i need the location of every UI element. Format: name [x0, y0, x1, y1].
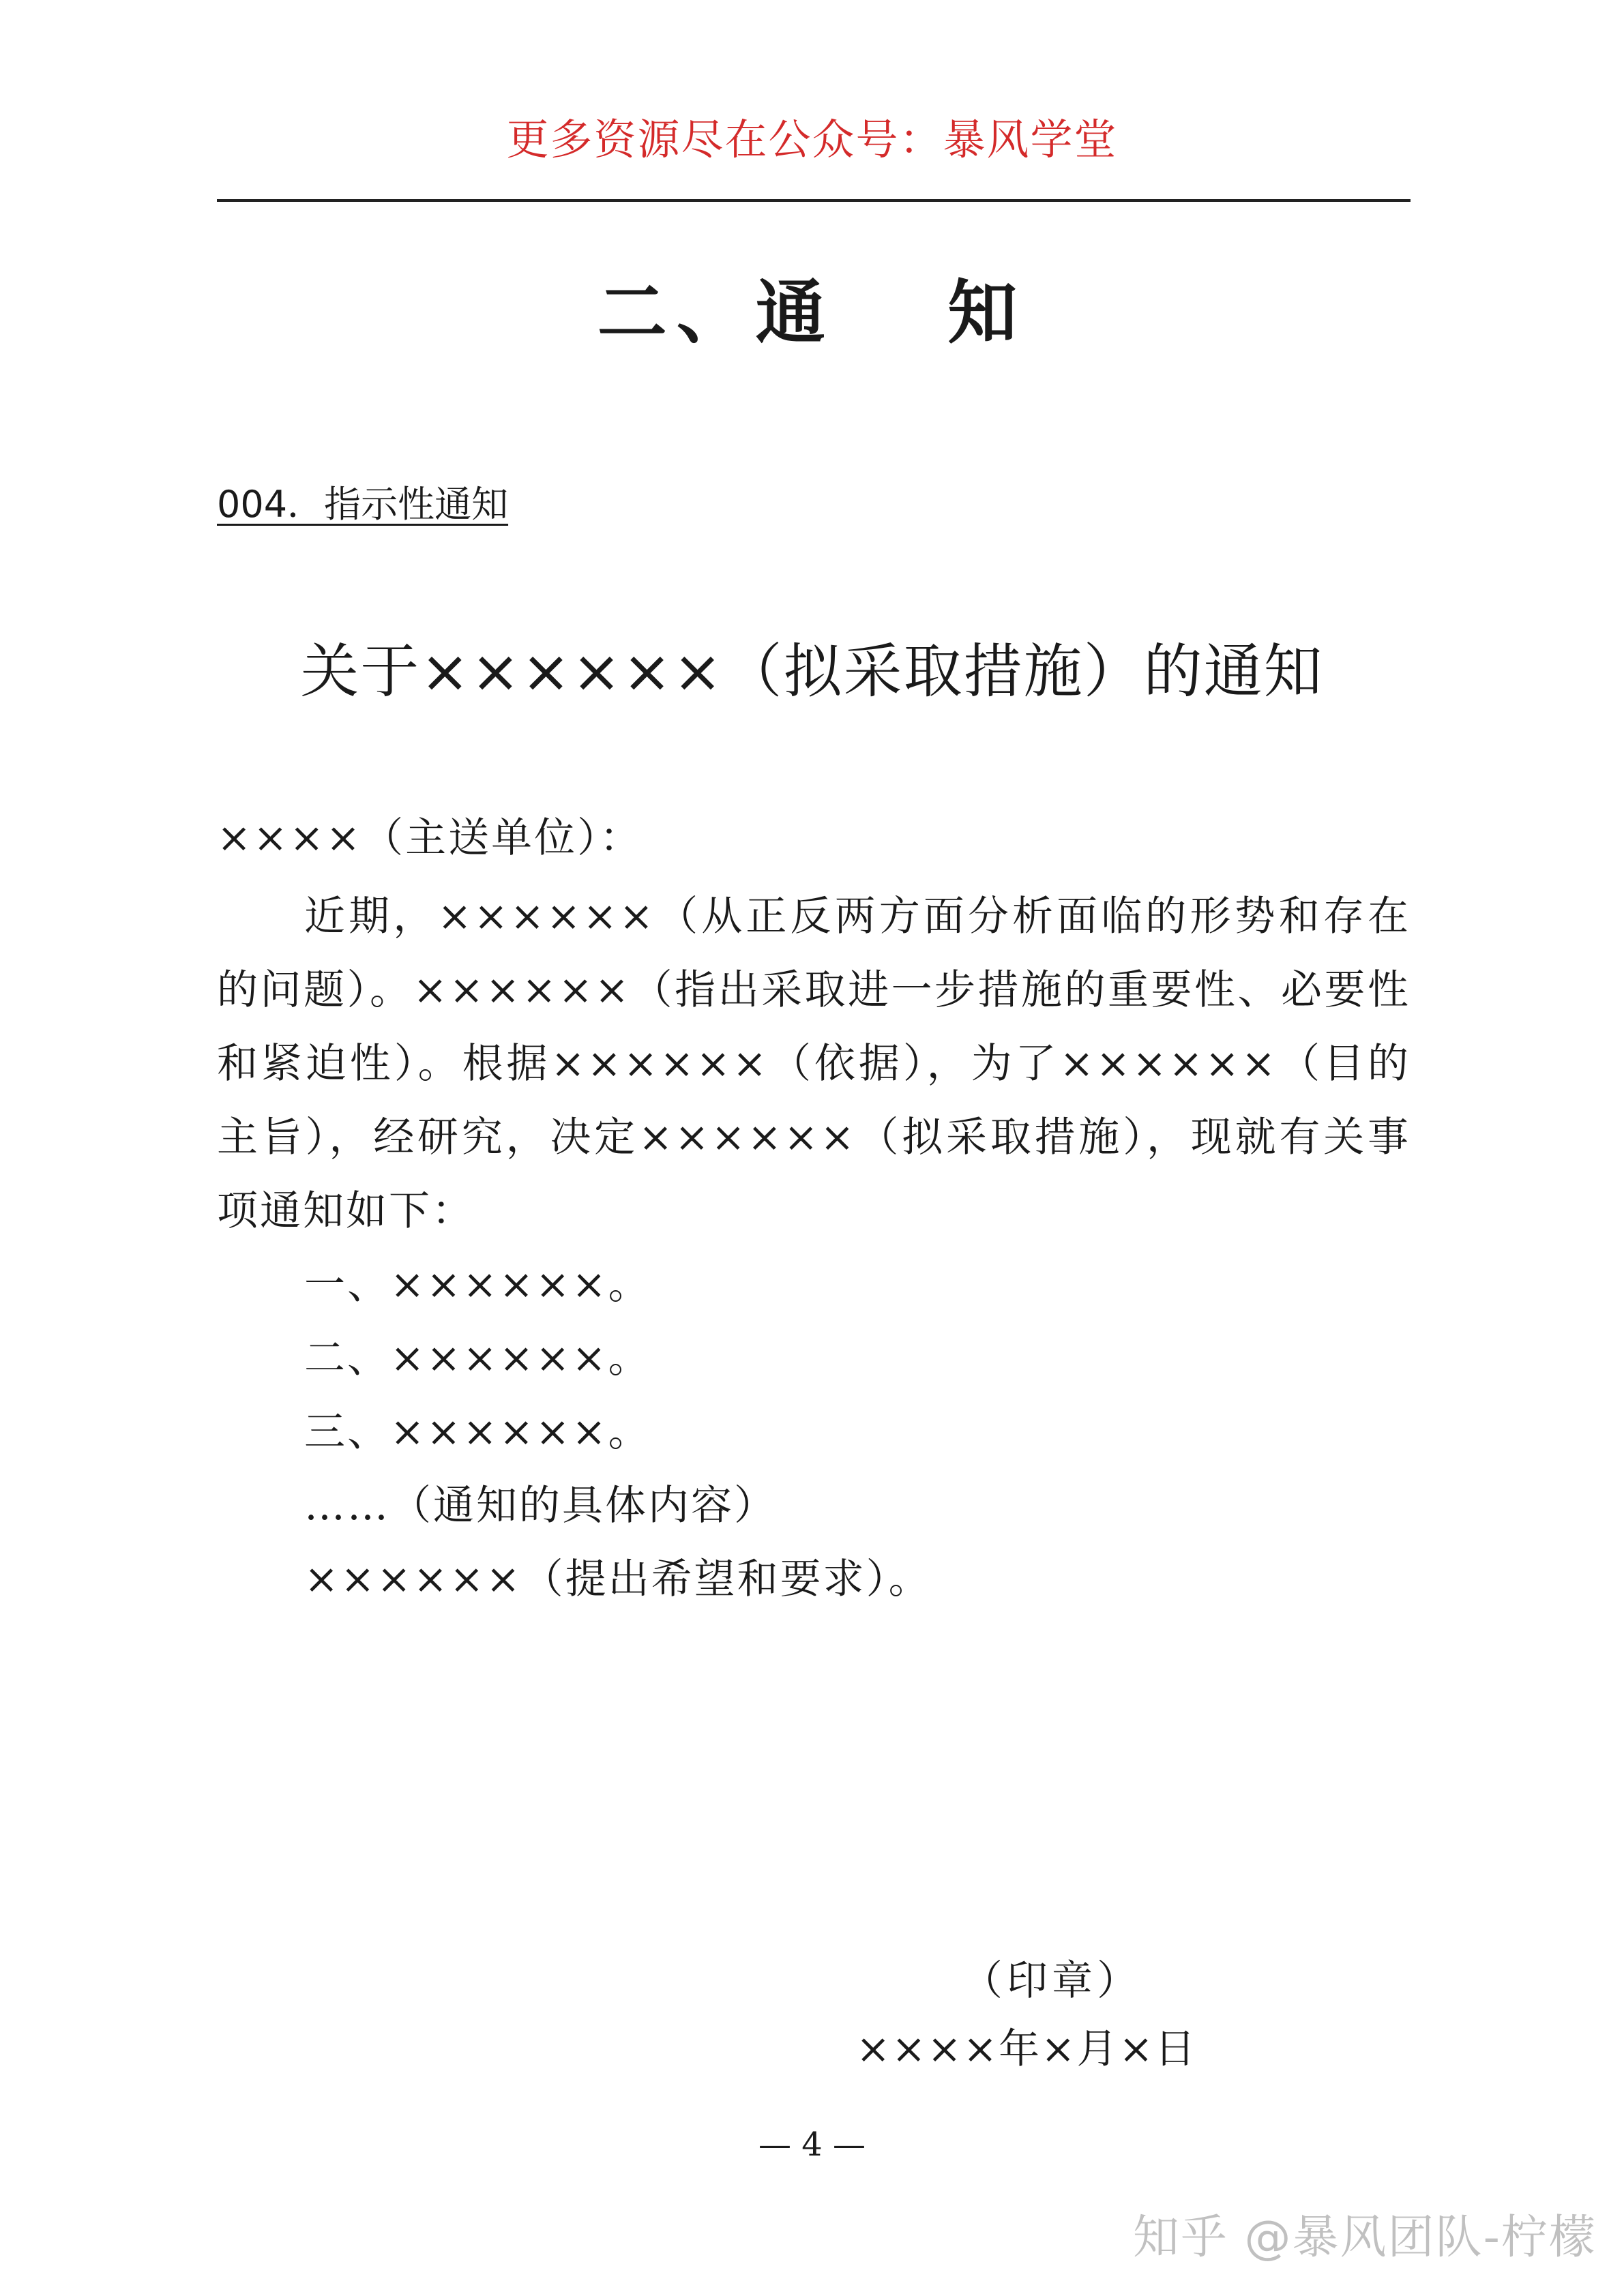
- list-item: 一、××××××。: [304, 1261, 651, 1309]
- list-item: 三、××××××。: [304, 1408, 651, 1456]
- seal-placeholder: （印章）: [962, 1957, 1142, 2005]
- list-item: 二、××××××。: [304, 1335, 651, 1382]
- addressee: ××××（主送单位）：: [217, 814, 643, 862]
- header-banner: 更多资源尽在公众号：暴风学堂: [506, 115, 1118, 164]
- header-divider: [217, 199, 1411, 202]
- section-label: 004．指示性通知: [217, 483, 509, 526]
- list-item: ××××××（提出希望和要求）。: [304, 1555, 932, 1603]
- body-paragraph: 近期，××××××（从正反两方面分析面临的形势和存在的问题）。××××××（指出采取进一步措施的重要性、必要性和紧迫性）。根据××××××（依据），为了××××××（目的主旨），经研究，决定××××××（拟采取措施），现就有关事项通知如下：: [217, 893, 1411, 1235]
- chapter-title: 二、通 知: [597, 273, 1027, 354]
- issue-date: ××××年×月×日: [856, 2025, 1197, 2073]
- page-number: — 4 —: [758, 2126, 866, 2164]
- notice-items: [304, 1248, 1409, 1616]
- list-item: ……（通知的具体内容）: [304, 1482, 777, 1530]
- notice-title: 关于××××××（拟采取措施）的通知: [300, 638, 1324, 706]
- watermark: 知乎 @暴风团队-柠檬: [1132, 2211, 1597, 2265]
